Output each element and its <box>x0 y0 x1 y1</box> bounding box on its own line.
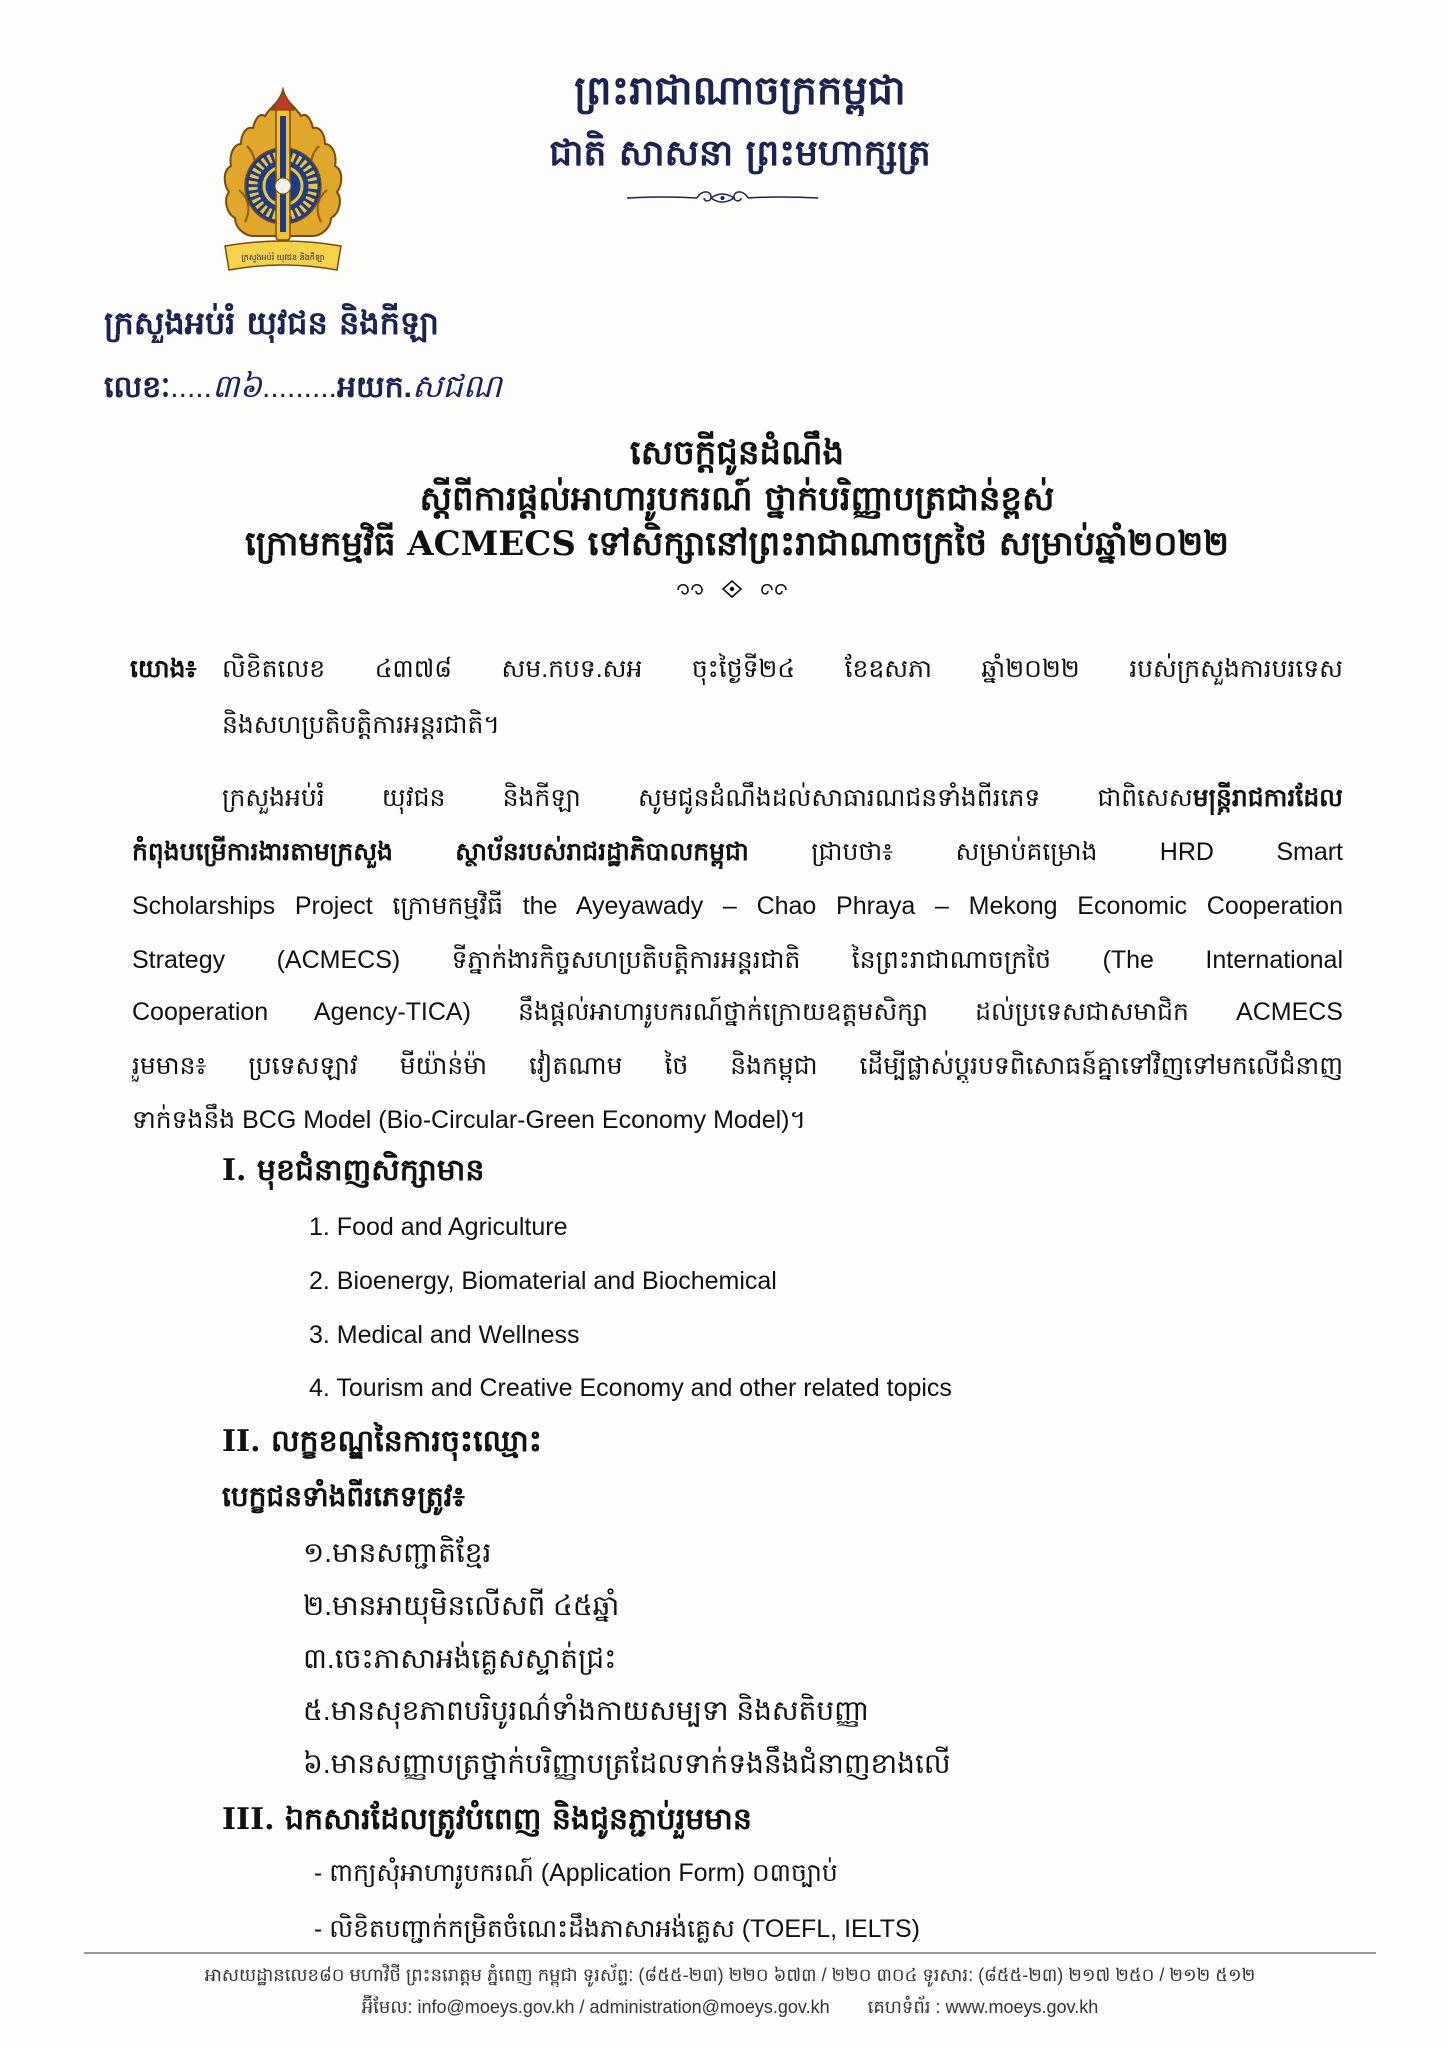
field-of-study-item: 2. Bioenergy, Biomaterial and Biochemical <box>309 1267 777 1295</box>
footer-website-label: គេហទំព័រ : <box>867 1997 941 2017</box>
body-line-1-text: ក្រសួងអប់រំ យុវជន និងកីឡា សូមជូនដំណឹងដល់សាធារណជនទាំងពីរភេទ ជាពិសេស <box>222 784 1193 812</box>
field-of-study-item: 3. Medical and Wellness <box>309 1321 580 1349</box>
emblem-banner-text: ក្រសួងអប់រំ យុវជន និងកីឡា <box>241 253 325 262</box>
title-line-2: ស្តីពីការផ្តល់អាហារូបករណ៍ ថ្នាក់បរិញ្ញាបត្រជាន់ខ្ពស់ <box>419 479 1055 519</box>
requirement-item: ៥.មានសុខភាពបរិបូរណ៌ទាំងកាយសម្បទា និងសតិបញ្ញា <box>303 1695 870 1726</box>
body-line-6: រួមមាន៖ ប្រទេសឡាវ មីយ៉ាន់ម៉ា វៀតណាម ថៃ និងកម្ពុជា ដើម្បីផ្លាស់ប្តូរបទពិសោធន៍គ្នាទៅវិញទៅមកលើជំនាញ <box>132 1052 1343 1080</box>
footer-email-label: អ៊ីមែល: <box>361 1997 413 2017</box>
reference-label: យោង៖ <box>130 655 197 683</box>
section-2-subheading: បេក្ខជនទាំងពីរភេទត្រូវ៖ <box>222 1480 465 1513</box>
section-1-heading: I. មុខជំនាញសិក្សាមាន <box>222 1153 485 1188</box>
body-line-4: Strategy (ACMECS) ទីភ្នាក់ងារកិច្ចសហប្រតិបត្តិការអន្តរជាតិ នៃព្រះរាជាណាចក្រថៃ (The International <box>132 946 1343 974</box>
reference-dots-2: ......... <box>261 371 337 404</box>
section-3-heading: III. ឯកសារដែលត្រូវបំពេញ និងជូនភ្ជាប់រួមមាន <box>222 1802 752 1837</box>
title-ornament <box>672 578 792 600</box>
required-document-item: - លិខិតបញ្ជាក់កម្រិតចំណេះដឹងភាសាអង់គ្លេស (TOEFL, IELTS) <box>314 1915 921 1943</box>
header-motto: ជាតិ សាសនា ព្រះមហាក្សត្រ <box>549 132 931 174</box>
ministry-name: ក្រសួងអប់រំ យុវជន និងកីឡា <box>104 304 439 342</box>
reference-dots-1: ..... <box>170 371 212 404</box>
ministry-emblem-logo <box>217 86 349 283</box>
body-line-2-bold: កំពុងបម្រើការងារតាមក្រសួង ស្ថាប័នរបស់រាជរដ្ឋាភិបាលកម្ពុជា <box>132 838 749 866</box>
required-document-item: - ពាក្យសុំអាហារូបករណ៍ (Application Form) ០៣ច្បាប់ <box>314 1859 838 1887</box>
reference-number-line <box>104 366 564 408</box>
requirement-item: ១.មានសញ្ជាតិខ្មែរ <box>303 1537 492 1568</box>
section-2-heading: II. លក្ខខណ្ឌនៃការចុះឈ្មោះ <box>222 1424 542 1459</box>
reference-number-handwritten: ៣៦ <box>211 367 262 405</box>
body-line-5: Cooperation Agency-TICA) នឹងផ្តល់អាហារូបករណ៍ថ្នាក់ក្រោយឧត្តមសិក្សា ដល់ប្រទេសជាសមាជិក ACMECS <box>132 998 1343 1026</box>
reference-doc-code-handwritten: សជណ <box>412 367 502 405</box>
footer-emails: info@moeys.gov.kh / administration@moeys.gov.kh <box>417 1997 830 2017</box>
field-of-study-item: 1. Food and Agriculture <box>309 1213 568 1241</box>
footer-address: អាសយដ្ឋានលេខ៨០ មហាវិថី ព្រះនរោត្តម ភ្នំពេញ កម្ពុជា ទូរស័ព្ទ: (៨៥៥-២៣) ២២០ ៦៧៣ / ២២០ ៣០៤ ទូរសារ: (៨៥៥-២៣) ២១៧ ២៥០ / ២១២ ៥១២ <box>204 1965 1256 1985</box>
footer-divider <box>84 1952 1376 1954</box>
title-line-1: សេចក្តីជូនដំណឹង <box>629 433 845 473</box>
field-of-study-item: 4. Tourism and Creative Economy and other related topics <box>309 1374 952 1402</box>
body-line-2 <box>132 835 1343 869</box>
header-kingdom: ព្រះរាជាណាចក្រកម្ពុជា <box>574 67 906 114</box>
body-line-7: ទាក់ទងនឹង BCG Model (Bio-Circular-Green Economy Model)។ <box>132 1106 806 1134</box>
body-line-1 <box>222 781 1343 815</box>
body-line-3: Scholarships Project ក្រោមកម្មវិធី the Ayeyawady – Chao Phraya – Mekong Economic Cooperation <box>132 892 1343 920</box>
footer-website: www.moeys.gov.kh <box>945 1997 1099 2017</box>
requirement-item: ៦.មានសញ្ញាបត្រថ្នាក់បរិញ្ញាបត្រដែលទាក់ទងនឹងជំនាញខាងលើ <box>303 1748 951 1779</box>
reference-text-line-2: និងសហប្រតិបត្តិការអន្តរជាតិ។ <box>222 711 500 739</box>
reference-text-line-1: លិខិតលេខ ៤៣៧៨ សម.កបទ.សអ ចុះថ្ងៃទី២៤ ខែឧសភា ឆ្នាំ២០២២ របស់ក្រសួងការបរទេស <box>222 655 1343 683</box>
emblem-torch <box>272 92 294 240</box>
requirement-item: ៣.ចេះភាសាអង់គ្លេសស្ទាត់ជ្រះ <box>303 1643 617 1674</box>
reference-office-code: អយក. <box>337 371 412 404</box>
header-flourish <box>625 186 820 208</box>
body-line-2-text: ជ្រាបថា៖ សម្រាប់គម្រោង HRD Smart <box>748 838 1343 866</box>
emblem-banner <box>225 241 341 270</box>
footer-contact-line <box>260 1995 1200 2019</box>
reference-number-label: លេខៈ <box>104 371 171 404</box>
title-line-3: ក្រោមកម្មវិធី ACMECS ទៅសិក្សានៅព្រះរាជាណាចក្រថៃ សម្រាប់ឆ្នាំ២០២២ <box>245 524 1229 564</box>
requirement-item: ២.មានអាយុមិនលើសពី ៤៥ឆ្នាំ <box>303 1590 620 1621</box>
body-line-1-bold: មន្ត្រីរាជការដែល <box>1192 784 1343 812</box>
